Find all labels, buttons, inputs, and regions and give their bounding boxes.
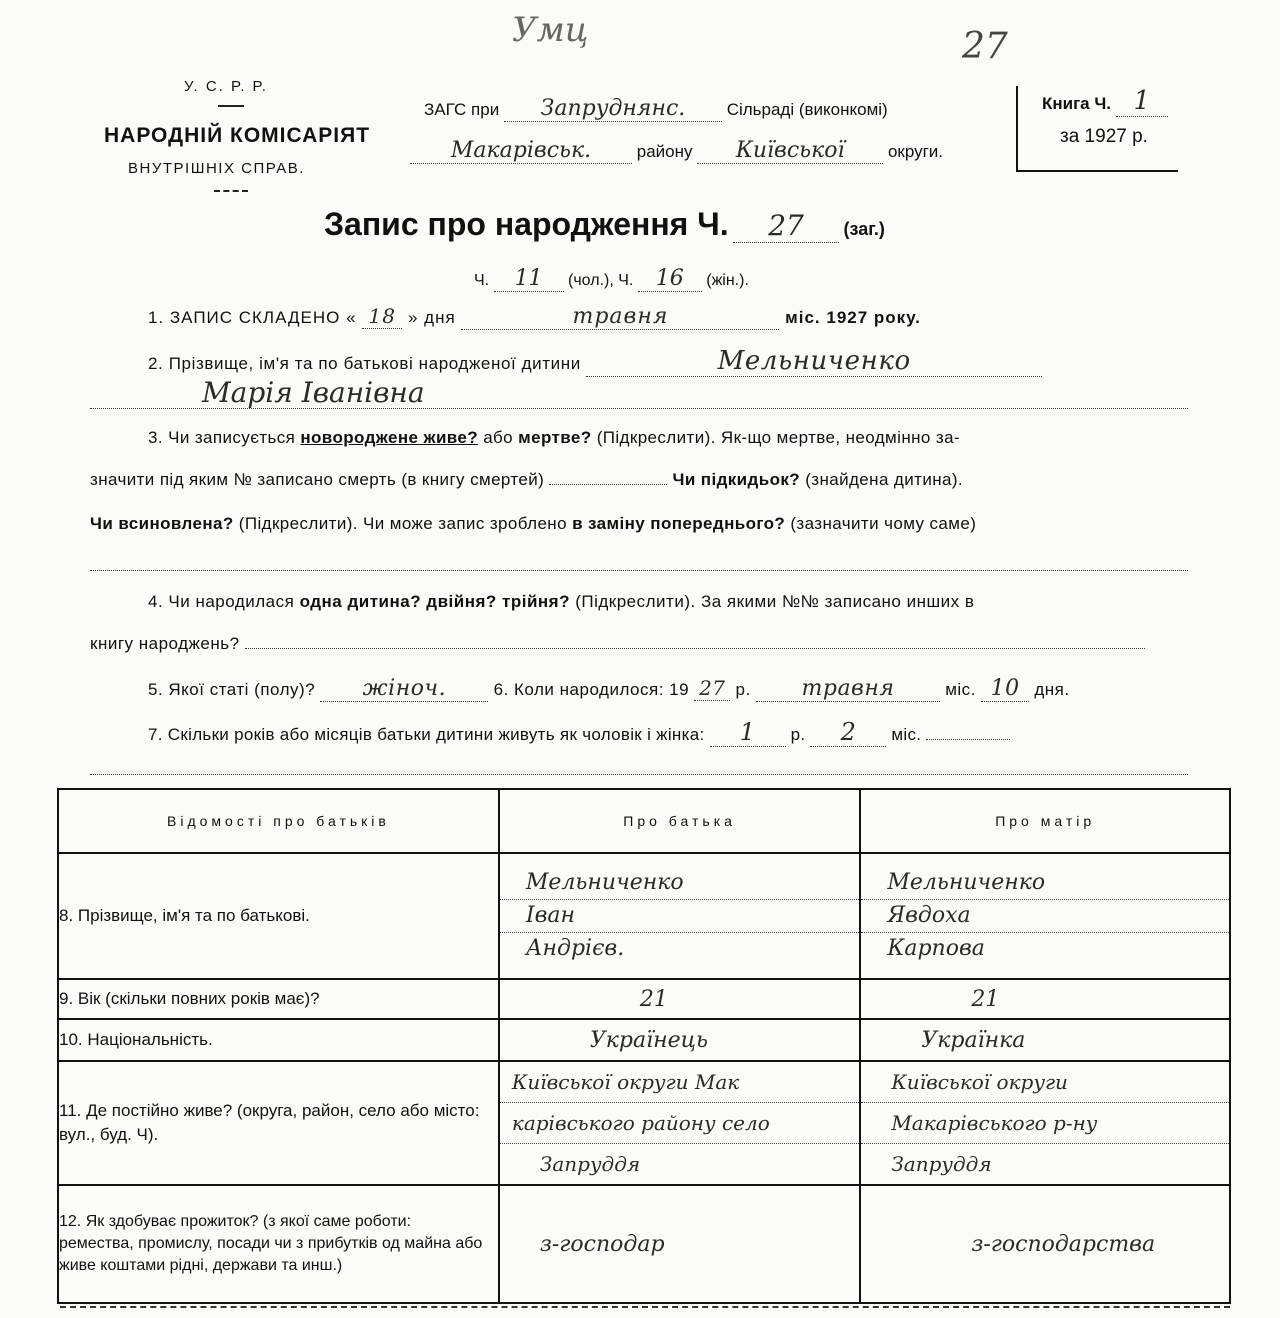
q5-value: жіноч.: [320, 676, 488, 702]
record-title-line: [324, 206, 885, 243]
father-occupation: з-господар: [499, 1185, 860, 1303]
zags-prefix: ЗАГС при: [424, 100, 500, 119]
q7-years-suffix: р.: [790, 725, 806, 744]
commissariat-title: НАРОДНІЙ КОМІСАРІЯТ: [104, 124, 371, 147]
item-3-blank-line: [90, 570, 1188, 571]
table-row: [58, 1061, 1230, 1185]
q3-dead: мертве?: [518, 428, 592, 447]
table-row: [58, 979, 1230, 1019]
record-gender-counts: [474, 266, 749, 292]
q3-foundling-note: (знайдена дитина).: [805, 470, 964, 489]
item-4-line1: [148, 592, 974, 612]
q1-day-suffix: » дня: [408, 308, 456, 327]
father-address-2: карівського району село: [500, 1103, 859, 1144]
female-count: 16: [638, 266, 702, 292]
council-label: Сільраді (виконкомі): [726, 100, 888, 119]
row-11-mother: [860, 1061, 1230, 1185]
item-4-line2: [90, 634, 1145, 654]
col-header-mother: Про матір: [860, 789, 1230, 853]
item-2: [148, 346, 1042, 377]
parents-table: [57, 788, 1231, 1304]
book-number: 1: [1116, 86, 1168, 117]
item-7-blank-line: [90, 774, 1188, 775]
q4-line2: книгу народжень?: [90, 634, 240, 653]
father-surname: Мельниченко: [500, 867, 859, 900]
zags-village: Запруднянс.: [504, 96, 722, 122]
father-patronymic: Андрієв.: [525, 936, 625, 961]
item-3-line3: [90, 514, 976, 534]
book-line: [1042, 86, 1168, 117]
table-row: [58, 853, 1230, 979]
q4-a: 4. Чи народилася: [148, 592, 295, 611]
father-address-3: Запруддя: [539, 1152, 641, 1176]
okrug-label: округи.: [887, 142, 944, 161]
table-row: [58, 1019, 1230, 1061]
record-title: Запис про народження Ч.: [324, 206, 729, 242]
row-8-mother: [860, 853, 1230, 979]
q2-surname: Мельниченко: [586, 346, 1042, 377]
q6-month: травня: [756, 676, 940, 702]
female-suffix: (жін.).: [706, 272, 749, 289]
okrug-value: Київської: [697, 138, 883, 164]
item-3-line1: [148, 428, 960, 448]
q2-text: 2. Прізвище, ім'я та по батькові народженої дитини: [148, 354, 581, 373]
item-5-6: [148, 676, 1070, 702]
male-count: 11: [494, 266, 564, 292]
row-10-label: 10. Національність.: [58, 1019, 499, 1061]
col-header-info: Відомості про батьків: [58, 789, 499, 853]
header-divider-2: [214, 190, 248, 192]
item-1: [148, 304, 921, 330]
father-address-1: Київської округи Мак: [500, 1062, 859, 1103]
q3-alive: новороджене живе?: [300, 428, 479, 447]
q3-adopted: Чи всиновлена?: [90, 514, 234, 533]
mother-patronymic: Карпова: [887, 936, 985, 961]
father-age: 21: [499, 979, 860, 1019]
item-7: [148, 718, 1010, 747]
row-11-father: [499, 1061, 860, 1185]
q4-c: (Підкреслити). За якими №№ записано инших в: [575, 592, 975, 611]
district-line: [410, 138, 943, 164]
zags-line: [424, 96, 888, 122]
q6-year: 27: [694, 676, 730, 701]
q7-label: 7. Скільки років або місяців батьки дитини живуть як чоловік і жінка:: [148, 725, 705, 744]
q3-a: 3. Чи записується: [148, 428, 296, 447]
mother-nationality: Українка: [860, 1019, 1230, 1061]
q3-c: або: [483, 428, 514, 447]
district-label: району: [636, 142, 693, 161]
q7-years: 1: [710, 718, 786, 747]
row-11-label: 11. Де постійно живе? (округа, район, село або місто: вул., буд. Ч).: [58, 1061, 499, 1185]
q3-replace-note: (зазначити чому саме): [790, 514, 977, 533]
male-prefix: Ч.: [474, 272, 490, 289]
table-header-row: [58, 789, 1230, 853]
q6-day-suffix: дня.: [1034, 680, 1070, 699]
mother-address-3: Запруддя: [891, 1152, 992, 1176]
q3-death-blank: [549, 484, 667, 485]
mother-name: Явдоха: [861, 900, 1229, 933]
q3-e: (Підкреслити). Як-що мертве, неодмінно за-: [596, 428, 960, 447]
row-8-label: 8. Прізвище, ім'я та по батькові.: [58, 853, 499, 979]
item-3-line2: [90, 470, 963, 490]
father-name: Іван: [500, 900, 859, 933]
q1-suffix: міс. 1927 року.: [785, 308, 921, 327]
mother-address-2: Макарівського р-ну: [861, 1103, 1229, 1144]
q4-blank: [245, 648, 1145, 649]
q6-year-suffix: р.: [735, 680, 751, 699]
department-label: ВНУТРІШНІХ СПРАВ.: [128, 160, 305, 177]
record-number: 27: [733, 209, 839, 243]
q5-label: 5. Якої статі (полу)?: [148, 680, 316, 699]
row-12-label: 12. Як здобуває прожиток? (з якої саме роботи: ремества, промислу, посади чи з прибутків од майна або живе коштами рідні, держави та инш.): [58, 1185, 499, 1303]
q6-month-suffix: міс.: [945, 680, 976, 699]
row-8-father: [499, 853, 860, 979]
mother-address-1: Київської округи: [861, 1062, 1229, 1103]
book-label: Книга Ч.: [1042, 94, 1112, 113]
q1-month: травня: [461, 304, 779, 330]
mother-surname: Мельниченко: [861, 867, 1229, 900]
q3-line3: (Підкреслити). Чи може запис зроблено: [238, 514, 567, 533]
republic-label: У. С. Р. Р.: [184, 78, 268, 95]
q3-line2: значити під яким № записано смерть (в книгу смертей): [90, 470, 545, 489]
header-divider: [218, 105, 244, 107]
mother-occupation: з-господарства: [860, 1185, 1230, 1303]
q2-name: Марія Іванівна: [202, 376, 425, 409]
q7-blank: [926, 739, 1010, 740]
father-nationality: Українець: [499, 1019, 860, 1061]
record-total-suffix: (заг.): [843, 219, 885, 239]
q3-replace: в заміну попереднього?: [572, 514, 786, 533]
q6-label: 6. Коли народилося: 19: [493, 680, 690, 699]
q4-options: одна дитина? двійня? трійня?: [299, 592, 570, 611]
q7-months-suffix: міс.: [891, 725, 922, 744]
top-number: 27: [962, 26, 1008, 67]
item-2-line2: [90, 378, 1188, 409]
table-row: [58, 1185, 1230, 1303]
bottom-dashed-line: [60, 1306, 1230, 1308]
district-value: Макарівськ.: [410, 138, 632, 164]
q3-foundling: Чи підкидьок?: [672, 470, 801, 489]
q1-day: 18: [362, 304, 402, 329]
row-9-label: 9. Вік (скільки повних років має)?: [58, 979, 499, 1019]
col-header-father: Про батька: [499, 789, 860, 853]
male-suffix: (чол.), Ч.: [568, 272, 634, 289]
top-note: Умц: [512, 10, 589, 50]
q7-months: 2: [810, 718, 886, 747]
q6-day: 10: [981, 676, 1029, 702]
book-year: за 1927 р.: [1060, 126, 1148, 147]
mother-age: 21: [860, 979, 1230, 1019]
q1-prefix: 1. ЗАПИС СКЛАДЕНО «: [148, 308, 357, 327]
